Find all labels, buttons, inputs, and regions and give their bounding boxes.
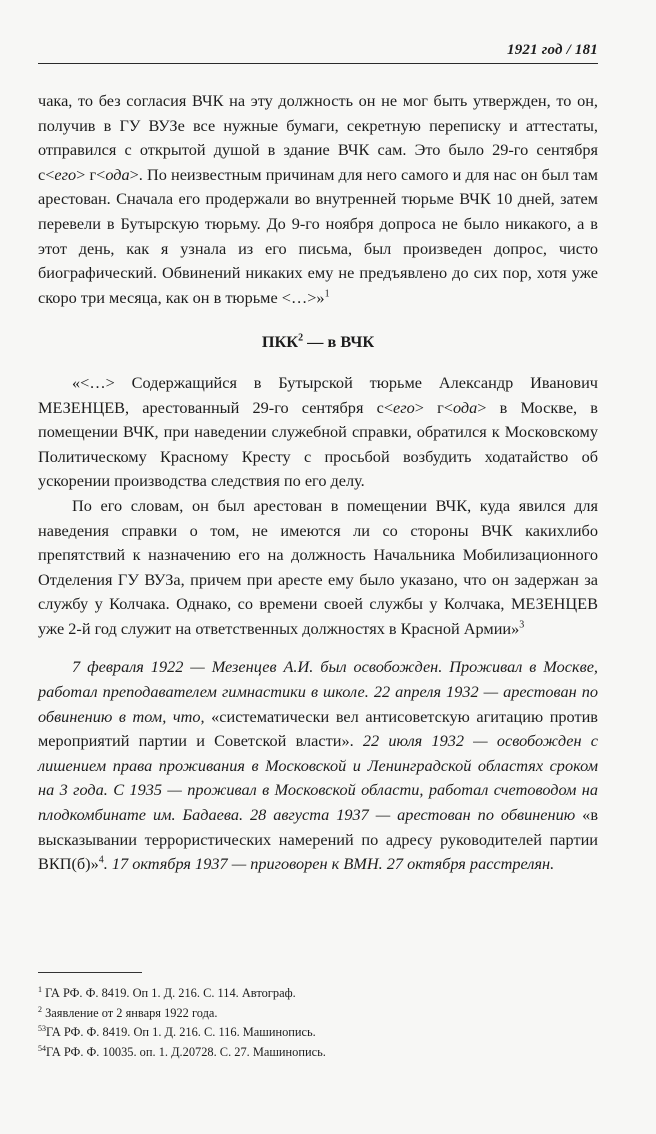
paragraph-request: «<…> Содержащийся в Бутырской тюрьме Александр Иванович МЕЗЕНЦЕВ, арестованный 29-го сентября с<его> г<ода> в Москве, в помещении ВЧК, при наведении служебной справки, обратился к Московскому Политическому Красному Кресту с просьбой возбудить ходатайство об ускорении производства следствия по его делу. xyxy=(38,372,598,491)
footnote: $^1$ ГА РФ. Ф. 8419. Оп 1. Д. 216. С. 114. Автограф. xyxy=(38,984,296,1000)
section-heading: ПКК$^2$ — в ВЧК xyxy=(261,332,375,352)
page-body xyxy=(38,89,598,877)
header-rule xyxy=(38,63,598,64)
paragraph-arrest: По его словам, он был арестован в помещении ВЧК, куда явился для наведения справки о том, не имеются ли со стороны ВЧК какихлибо препятствий к назначению его на должность Начальника Мобилизационного Отделения ГУ ВУЗа, причем при аресте ему было указано, что он задержан за службу у Колчака. Однако, со времени своей службы у Колчака, МЕЗЕНЦЕВ уже 2-й год служит на ответственных должностях в Красной Армии»$^3$ xyxy=(38,495,598,638)
footnote-ref-1: 1 xyxy=(324,288,330,300)
footnote: $^{54}$ГА РФ. Ф. 10035. оп. 1. Д.20728. С. 27. Машинопись. xyxy=(38,1043,326,1059)
footnotes xyxy=(38,984,598,1062)
footnote: $^2$ Заявление от 2 января 1922 года. xyxy=(38,1004,218,1020)
paragraph-biography: 7 февраля 1922 — Мезенцев А.И. был освобожден. Проживал в Москве, работал преподавателем гимнастики в школе. 22 апреля 1932 — арестован по обвинению в том, что, «систематически вел антисоветскую агитацию против мероприятий партии и Советской власти». 22 июля 1932 — освобожден с лишением права проживания в Московской и Ленинградской областях сроком на 3 года. С 1935 — проживал в Московской области, работал счетоводом на плодкомбинате им. Бадаева. 28 августа 1937 — арестован по обвинению «в высказывании террористических намерений по адресу руководителей партии ВКП(б)»$^4$. 17 октября 1937 — приговорен к ВМН. 27 октября расстрелян. xyxy=(38,657,598,874)
footnote: $^{53}$ГА РФ. Ф. 8419. Оп 1. Д. 216. С. 116. Машинопись. xyxy=(38,1024,316,1040)
footnote-ref-2: 2 xyxy=(298,332,304,344)
footnote-ref-3: 3 xyxy=(519,619,525,631)
running-head: 1921 год / 181 xyxy=(507,42,598,58)
paragraph-letter-end: чака, то без согласия ВЧК на эту должность он не мог быть утвержден, то он, получив в ГУ ВУЗе все нужные бумаги, секретную переписку и аттестаты, отправился с открытой душой в здание ВЧК сам. Это было 29-го сентября с<его> г<ода>. По неизвестным причинам для него самого и для нас он был там арестован. Сначала его продержали во внутренней тюрьме ВЧК 10 дней, затем перевели в Бутырскую тюрьму. До 9-го ноября допроса не было никакого, а в этот день, как я узнала из его письма, был произведен допрос, чисто биографический. Обвинений никаких ему не предъявлено до сих пор, хотя уже скоро три месяца, как он в тюрьме <…>»$^1$ xyxy=(38,91,598,307)
footnote-ref-4: 4 xyxy=(98,854,104,866)
footnote-rule xyxy=(38,972,142,973)
